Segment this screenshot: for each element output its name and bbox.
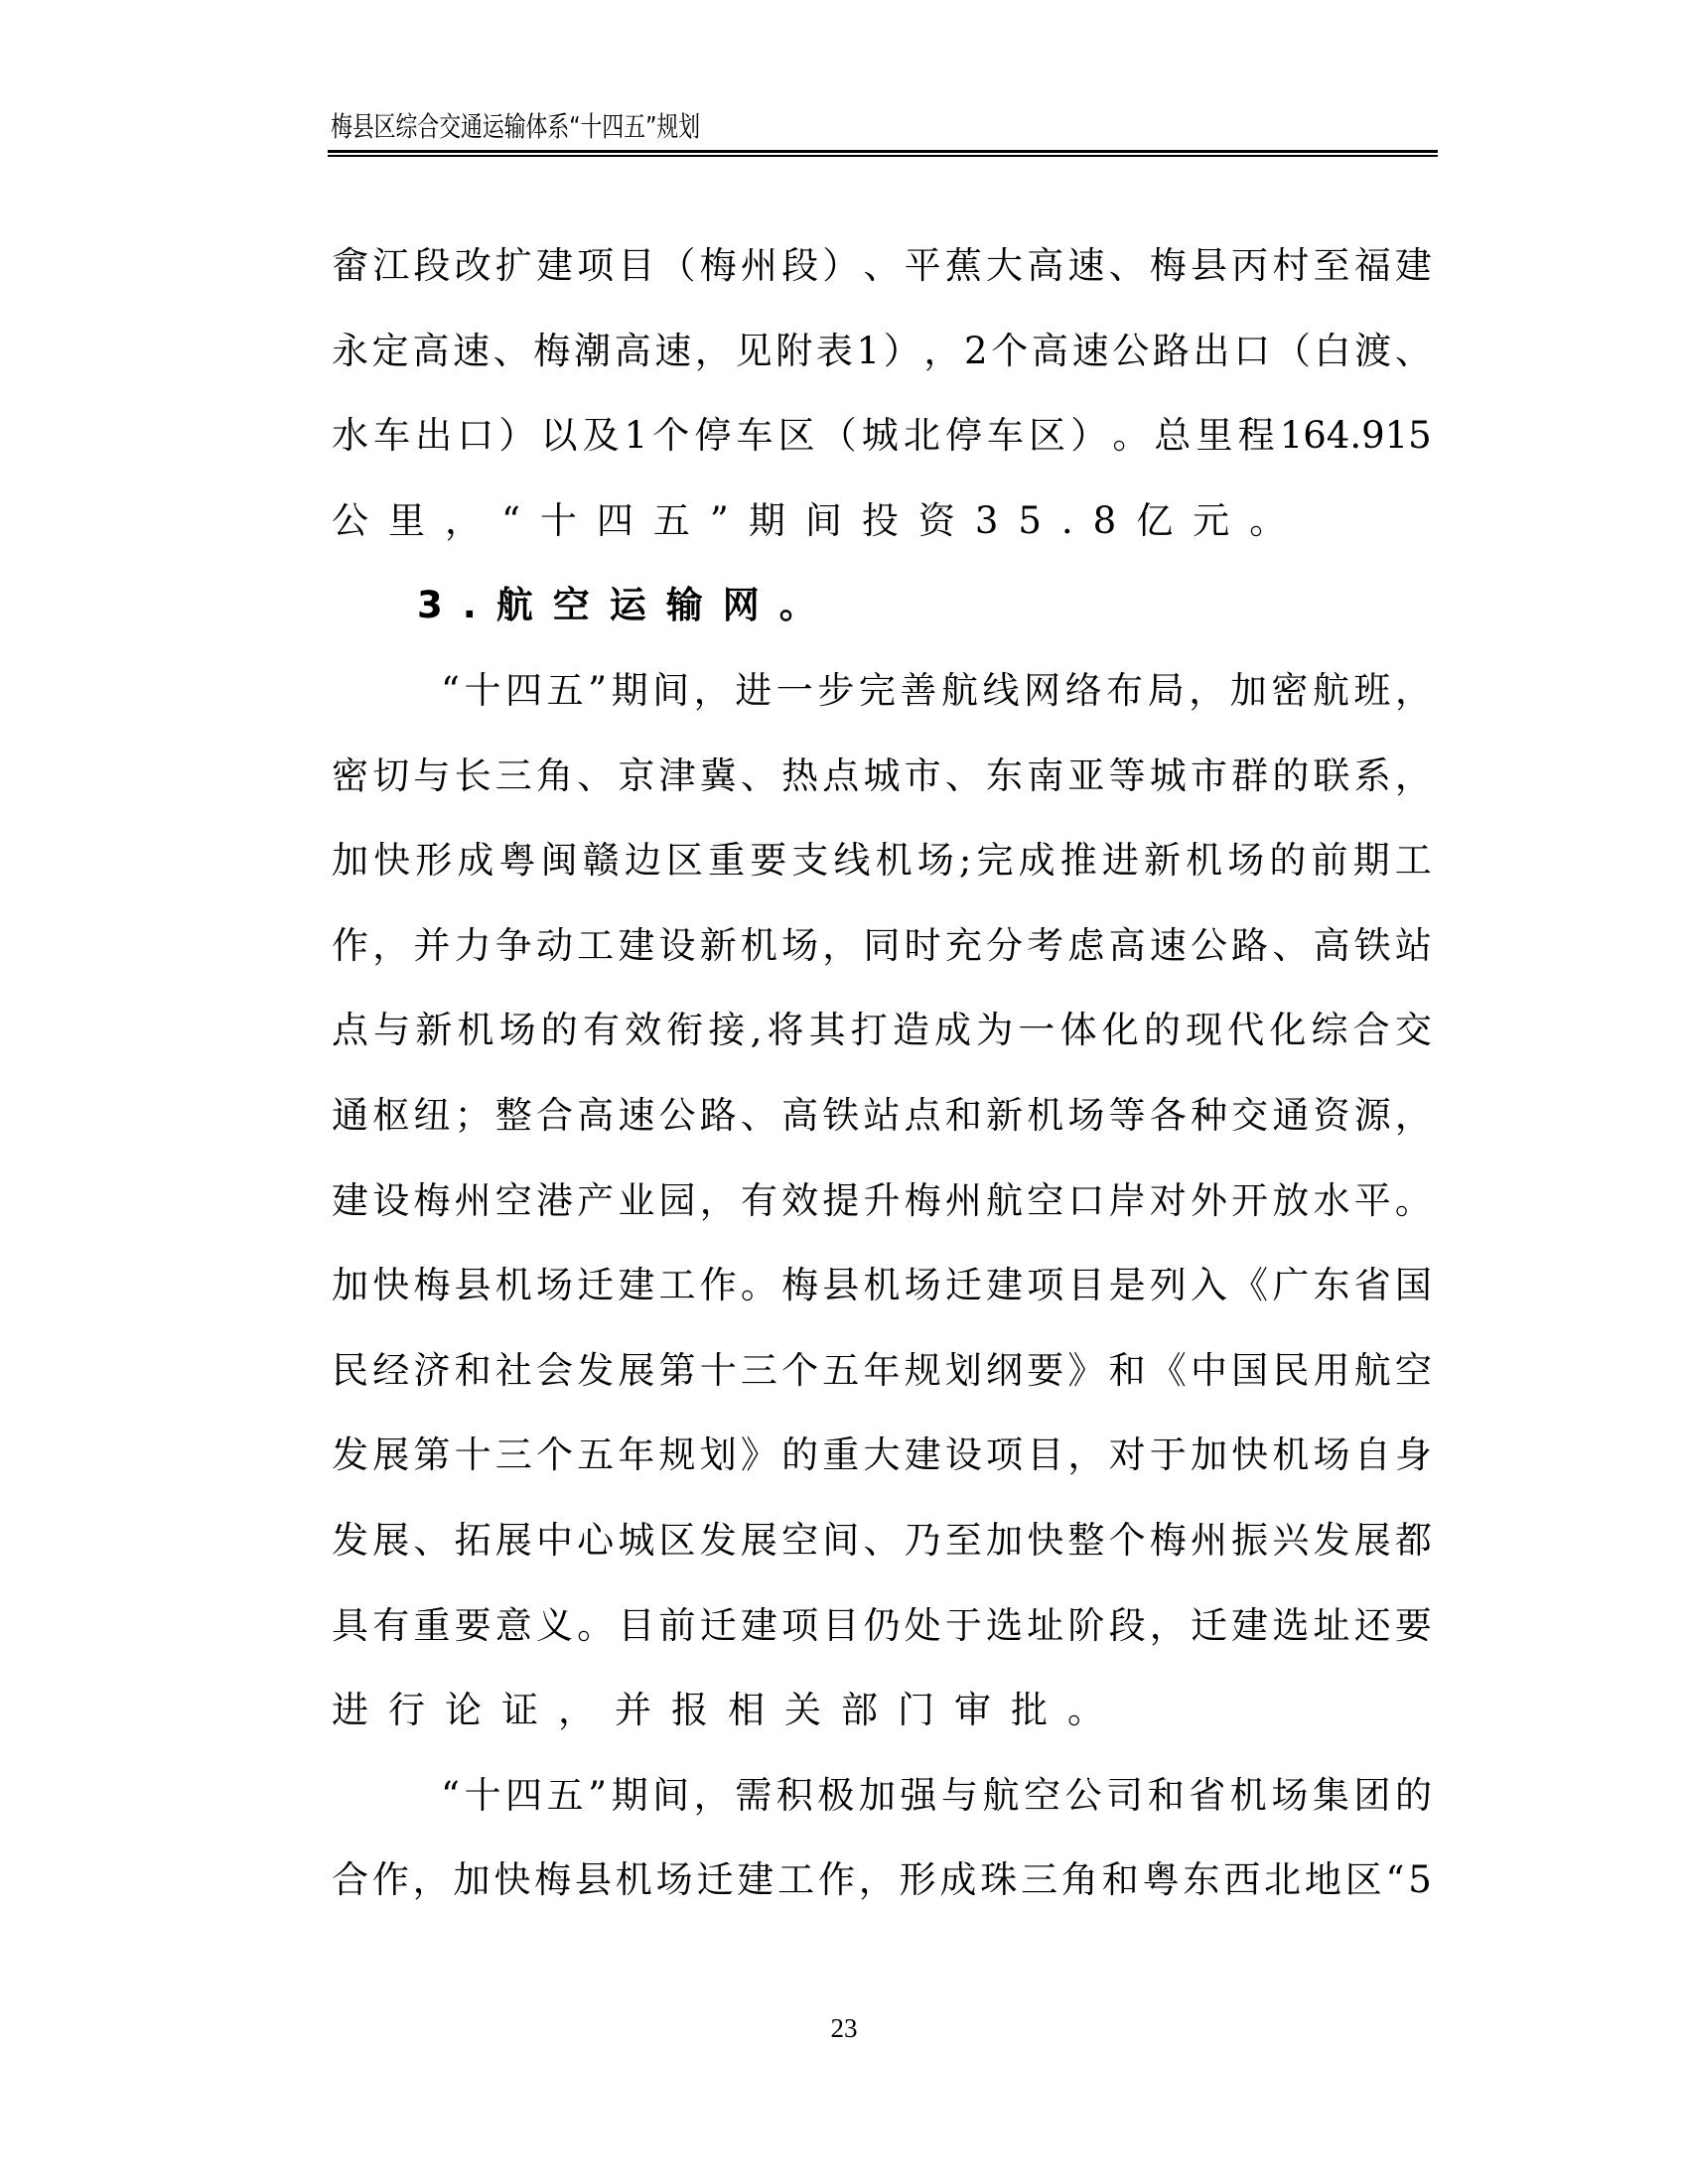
- header-rule-thick: [328, 150, 1438, 153]
- text-line: 具 有 重 要 意 义 。 目 前 迁 建 项 目 仍 处 于 选 址 阶 段 ， 迁 建 选 址 还 要: [332, 1603, 1432, 1647]
- text-line: 公里，“十四五”期间投资35.8亿元。: [332, 498, 1307, 542]
- text-line: 作 ， 并 力 争 动 工 建 设 新 机 场 ， 同 时 充 分 考 虑 高 速 公 路 、 高 铁 站: [332, 923, 1432, 967]
- text-line: 水 车 出 口 ） 以 及 1 个 停 车 区 （ 城 北 停 车 区 ） 。 总 里 程 164.915: [332, 414, 1432, 458]
- text-line: 发 展 、 拓 展 中 心 城 区 发 展 空 间 、 乃 至 加 快 整 个 梅 州 振 兴 发 展 都: [332, 1518, 1432, 1562]
- header-rule-thin: [328, 155, 1438, 157]
- text-line: 永 定 高 速 、 梅 潮 高 速 ， 见 附 表 1 ） ， 2 个 高 速 公 路 出 口 （ 白 渡 、: [332, 329, 1432, 372]
- text-line: 密 切 与 长 三 角 、 京 津 冀 、 热 点 城 市 、 东 南 亚 等 城 市 群 的 联 系 ，: [332, 753, 1432, 797]
- text-line: 建 设 梅 州 空 港 产 业 园 ， 有 效 提 升 梅 州 航 空 口 岸 对 外 开 放 水 平 。: [332, 1178, 1432, 1222]
- text-line: 加 快 形 成 粤 闽 赣 边 区 重 要 支 线 机 场 ; 完 成 推 进 新 机 场 的 前 期 工: [332, 839, 1432, 883]
- text-line: 点 与 新 机 场 的 有 效 衔 接 , 将 其 打 造 成 为 一 体 化 的 现 代 化 综 合 交: [332, 1009, 1432, 1052]
- text-line: “ 十 四 五 ” 期 间 ， 需 积 极 加 强 与 航 空 公 司 和 省 机 场 集 团 的: [441, 1773, 1432, 1817]
- text-line: 民 经 济 和 社 会 发 展 第 十 三 个 五 年 规 划 纲 要 》 和 《 中 国 民 用 航 空: [332, 1348, 1432, 1392]
- text-line: 畲 江 段 改 扩 建 项 目 （ 梅 州 段 ） 、 平 蕉 大 高 速 、 梅 县 丙 村 至 福 建: [332, 244, 1432, 287]
- running-header-title: 梅县区综合交通运输体系“十四五”规划: [331, 110, 701, 143]
- text-line: 合 作 ， 加 快 梅 县 机 场 迁 建 工 作 ， 形 成 珠 三 角 和 粤 东 西 北 地 区 “ 5: [332, 1858, 1432, 1902]
- page-number: 23: [830, 2013, 858, 2043]
- section-heading: 3.航空运输网。: [417, 584, 836, 627]
- text-line: “ 十 四 五 ” 期 间 ， 进 一 步 完 善 航 线 网 络 布 局 ， 加 密 航 班 ，: [441, 668, 1432, 712]
- text-line: 进行论证，并报相关部门审批。: [332, 1689, 1124, 1732]
- text-line: 发 展 第 十 三 个 五 年 规 划 》 的 重 大 建 设 项 目 ， 对 于 加 快 机 场 自 身: [332, 1433, 1432, 1477]
- text-line: 通 枢 纽 ； 整 合 高 速 公 路 、 高 铁 站 点 和 新 机 场 等 各 种 交 通 资 源 ，: [332, 1093, 1432, 1137]
- text-line: 加 快 梅 县 机 场 迁 建 工 作 。 梅 县 机 场 迁 建 项 目 是 列 入 《 广 东 省 国: [332, 1264, 1432, 1307]
- document-body: [332, 238, 1432, 1938]
